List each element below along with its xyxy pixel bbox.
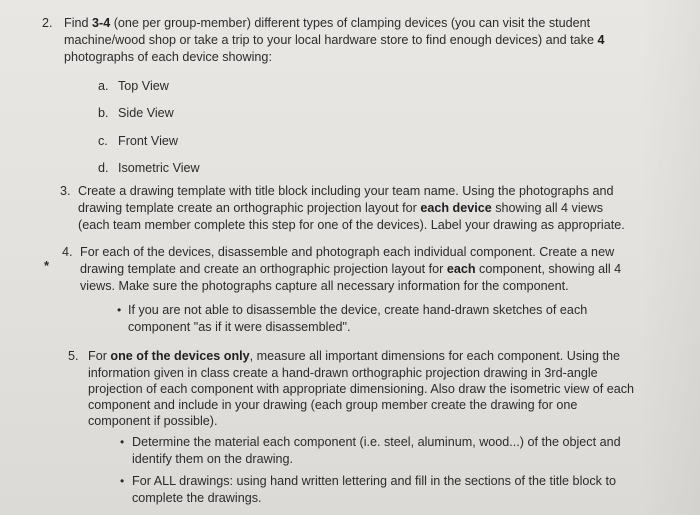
item-4-number: 4. [62, 245, 73, 259]
item-2-line-1: Find 3-4 (one per group-member) different types of clamping devices (you can visit the student [64, 16, 591, 30]
subitem-letter: d. [98, 161, 109, 175]
page-shadow [640, 0, 700, 515]
subitem-letter: b. [98, 106, 109, 120]
bullet-icon: • [120, 435, 125, 449]
item-4-line-2: drawing template and create an orthographic projection layout for each component, showing all 4 [80, 262, 622, 276]
item-3-line-3: (each team member complete this step for one of the devices). Label your drawing as appropriate. [78, 218, 625, 232]
item-3-line-1: Create a drawing template with title block including your team name. Using the photographs and [78, 184, 614, 198]
item-2-number: 2. [42, 16, 53, 30]
item-5-line-5: component if possible). [88, 414, 218, 428]
bullet-icon: • [117, 303, 122, 317]
item-5-line-1: For one of the devices only, measure all important dimensions for each component. Using the [88, 349, 620, 363]
item-5-number: 5. [68, 349, 79, 363]
subitem-front-view: Front View [118, 134, 178, 148]
item-5-bullet-1-line-1: Determine the material each component (i.e. steel, aluminum, wood...) of the object and [132, 435, 621, 449]
subitem-side-view: Side View [118, 106, 174, 120]
item-4-bullet-line-2: component "as if it were disassembled". [128, 320, 351, 334]
item-4-line-3: views. Make sure the photographs capture all necessary information for the component. [80, 279, 569, 293]
item-5-bullet-2-line-2: complete the drawings. [132, 491, 262, 505]
bullet-icon: • [120, 474, 125, 488]
item-2-line-3: photographs of each device showing: [64, 50, 272, 64]
item-5-line-3: projection of each component with appropriate dimensioning. Also draw the isometric view of each [88, 382, 635, 396]
item-5-line-2: information given in class create a hand-drawn orthographic projection drawing in 3rd-angle [88, 366, 598, 380]
subitem-letter: c. [98, 134, 108, 148]
item-5-bullet-2-line-1: For ALL drawings: using hand written lettering and fill in the sections of the title block to [132, 474, 616, 488]
item-5-bullet-1-line-2: identify them on the drawing. [132, 452, 294, 466]
item-5-line-4: component and include in your drawing (each group member create the drawing for one [88, 398, 578, 412]
subitem-letter: a. [98, 79, 109, 93]
subitem-top-view: Top View [118, 79, 169, 93]
item-3-number: 3. [60, 184, 71, 198]
item-4-bullet-line-1: If you are not able to disassemble the device, create hand-drawn sketches of each [128, 303, 588, 317]
subitem-isometric-view: Isometric View [118, 161, 200, 175]
item-4-line-1: For each of the devices, disassemble and photograph each individual component. Create a new [80, 245, 615, 259]
item-3-line-2: drawing template create an orthographic projection layout for each device showing all 4 views [78, 201, 604, 215]
item-2-line-2: machine/wood shop or take a trip to your local hardware store to find enough devices) and take 4 [64, 33, 605, 47]
star-marker: * [44, 258, 50, 273]
